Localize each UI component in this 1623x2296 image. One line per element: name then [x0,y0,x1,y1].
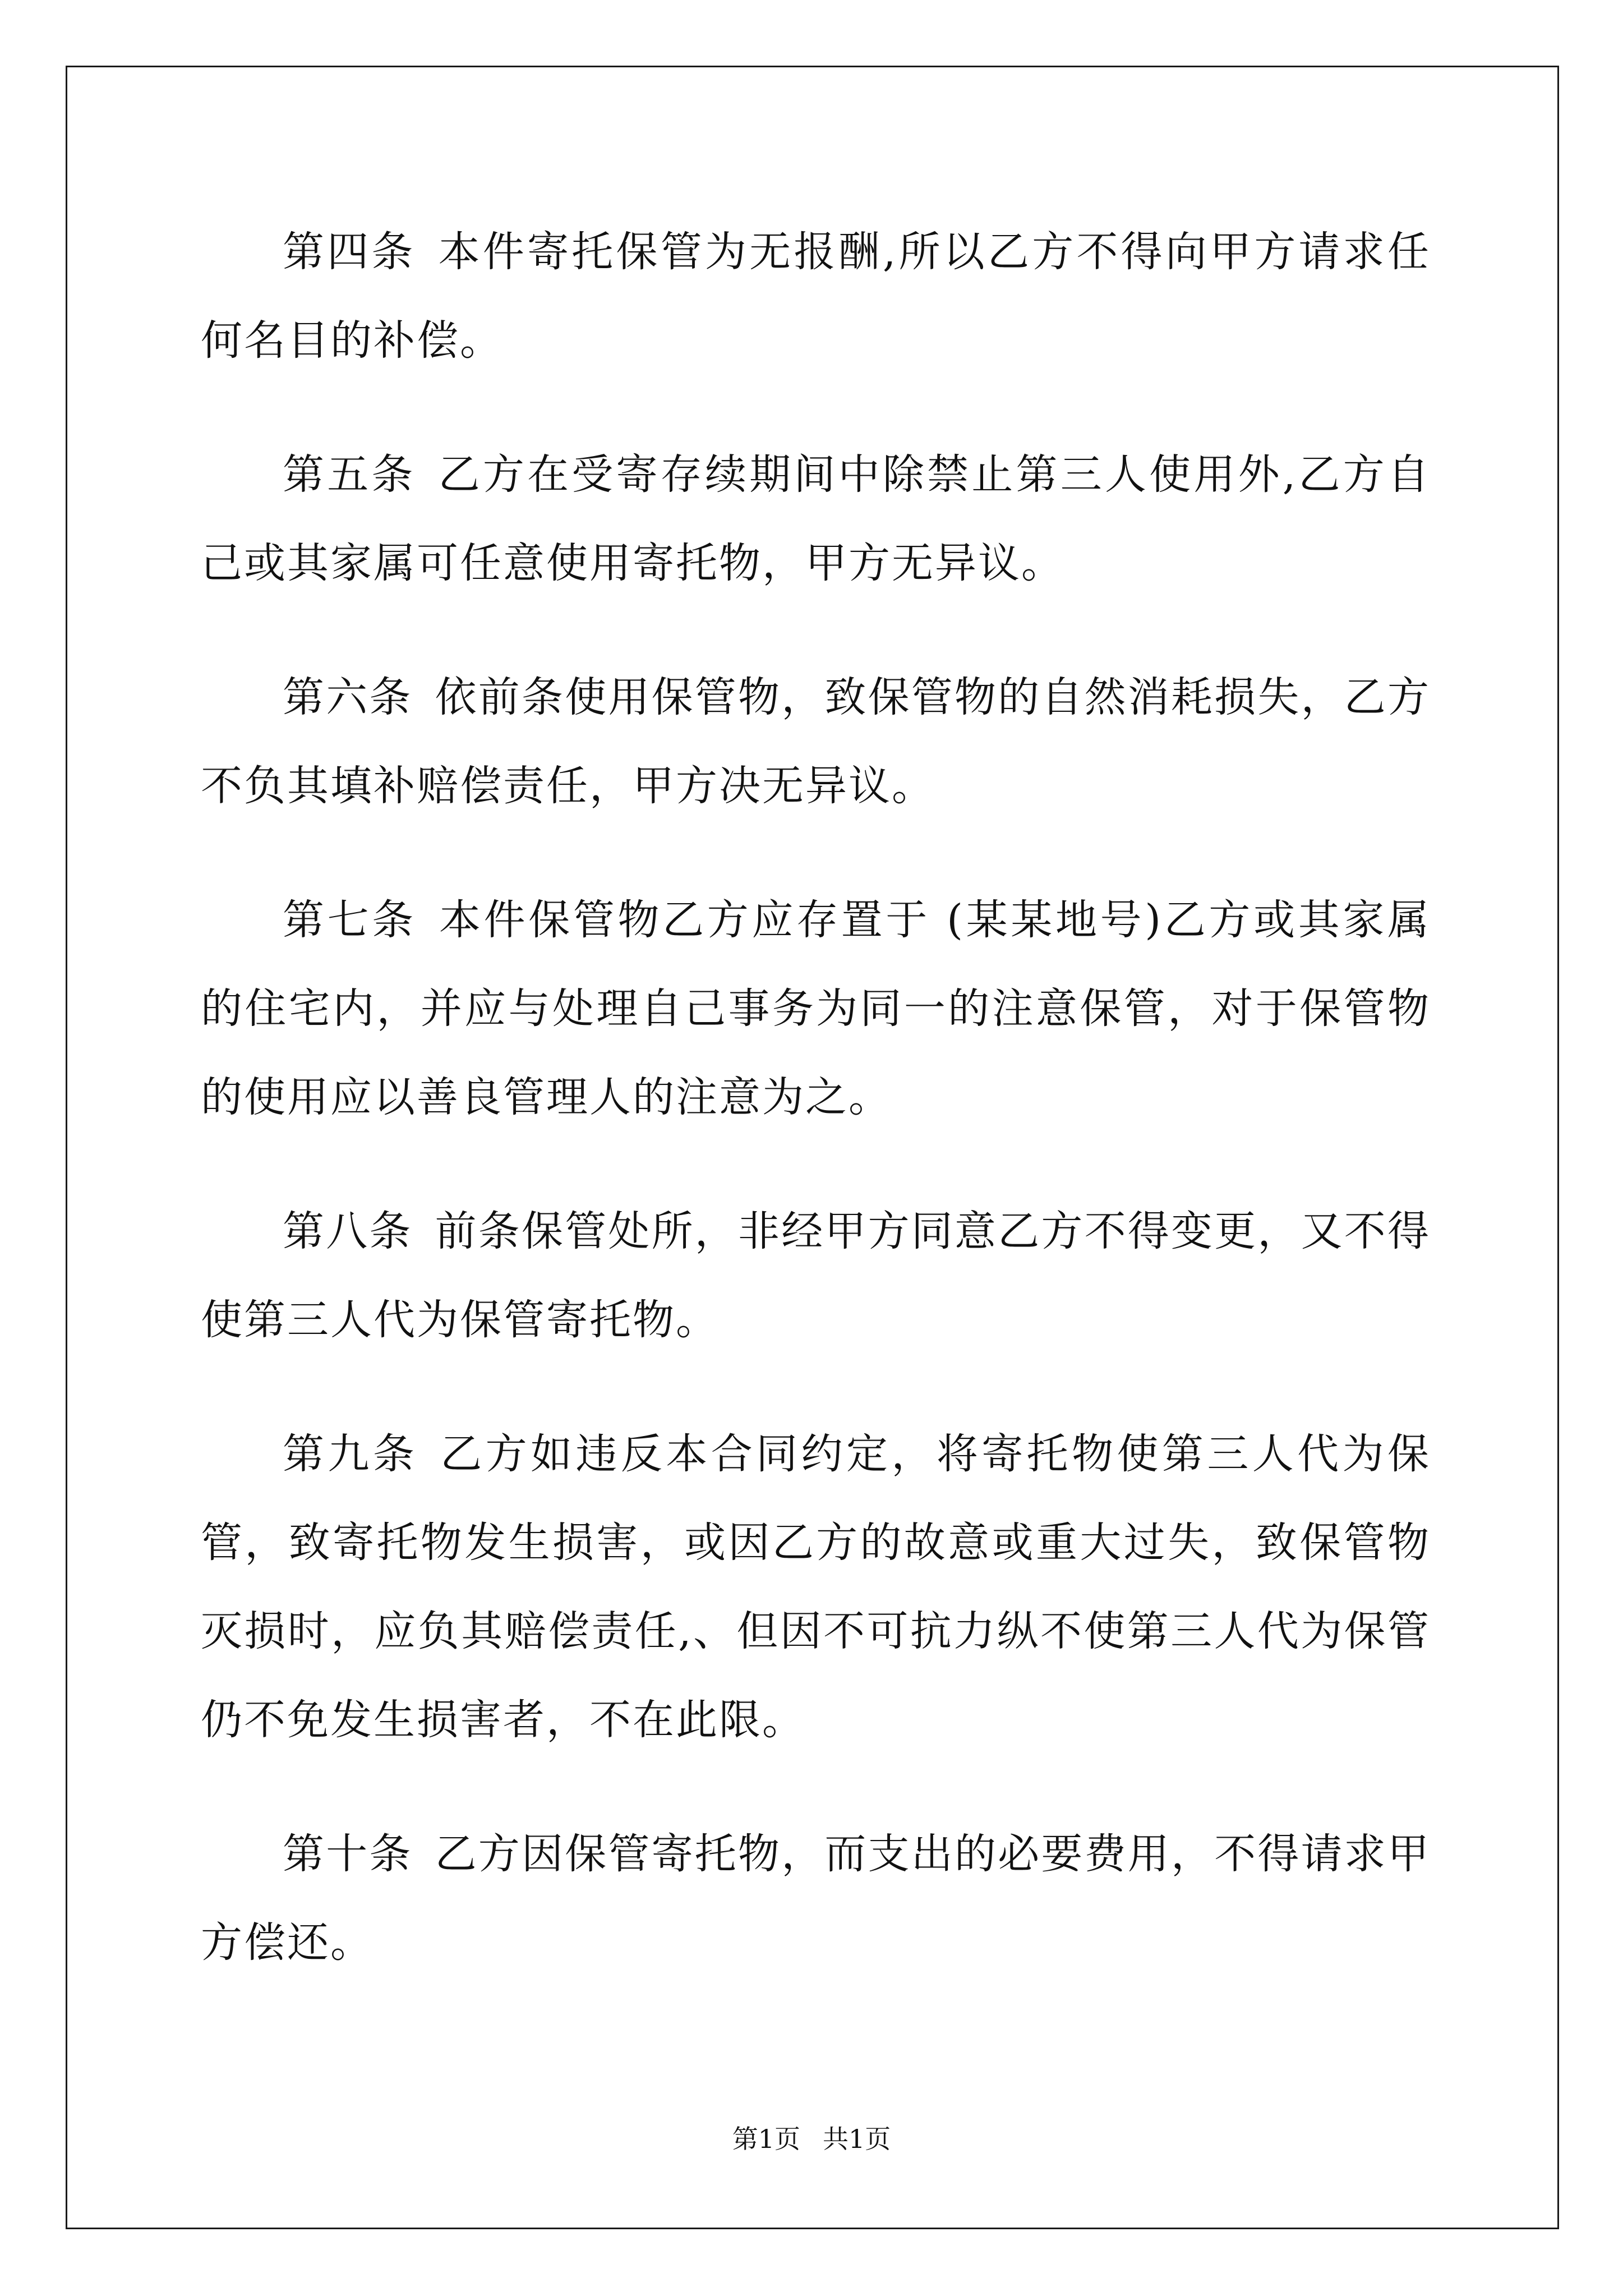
article-4 [201,208,1431,385]
article-8 [201,1187,1431,1364]
article-text: 乙方如违反本合同约定，将寄托物使第三人代为保管，致寄托物发生损害，或因乙方的故意或重大过失，致保管物灭损时，应负其赔偿责任,、但因不可抗力纵不使第三人代为保管仍不免发生损害者，不在此限。 [201,1430,1431,1744]
page-footer [0,2119,1623,2156]
article-5 [201,430,1431,608]
article-text: 乙方在受寄存续期间中除禁止第三人使用外,乙方自己或其家属可任意使用寄托物，甲方无异议。 [201,450,1431,587]
article-number: 第五条 [283,450,416,499]
article-text: 本件保管物乙方应存置于 (某某地号)乙方或其家属的住宅内，并应与处理自己事务为同一的注意保管，对于保管物的使用应以善良管理人的注意为之。 [201,896,1431,1121]
article-10 [201,1810,1431,1987]
article-7 [201,876,1431,1142]
article-number: 第四条 [283,228,416,276]
article-9 [201,1410,1431,1764]
article-number: 第八条 [283,1207,413,1255]
page-number: 第1页 [732,2124,800,2154]
article-text: 本件寄托保管为无报酬,所以乙方不得向甲方请求任何名目的补偿。 [201,228,1431,365]
article-number: 第七条 [283,896,417,944]
article-number: 第十条 [283,1830,413,1878]
article-number: 第六条 [283,673,413,721]
article-text: 依前条使用保管物，致保管物的自然消耗损失，乙方不负其填补赔偿责任，甲方决无异议。 [201,673,1431,810]
article-number: 第九条 [283,1430,418,1478]
article-text: 前条保管处所，非经甲方同意乙方不得变更，又不得使第三人代为保管寄托物。 [201,1207,1431,1344]
document-body [201,208,1431,2032]
page-total: 共1页 [823,2124,891,2154]
article-text: 乙方因保管寄托物，而支出的必要费用，不得请求甲方偿还。 [201,1830,1431,1967]
article-6 [201,653,1431,830]
